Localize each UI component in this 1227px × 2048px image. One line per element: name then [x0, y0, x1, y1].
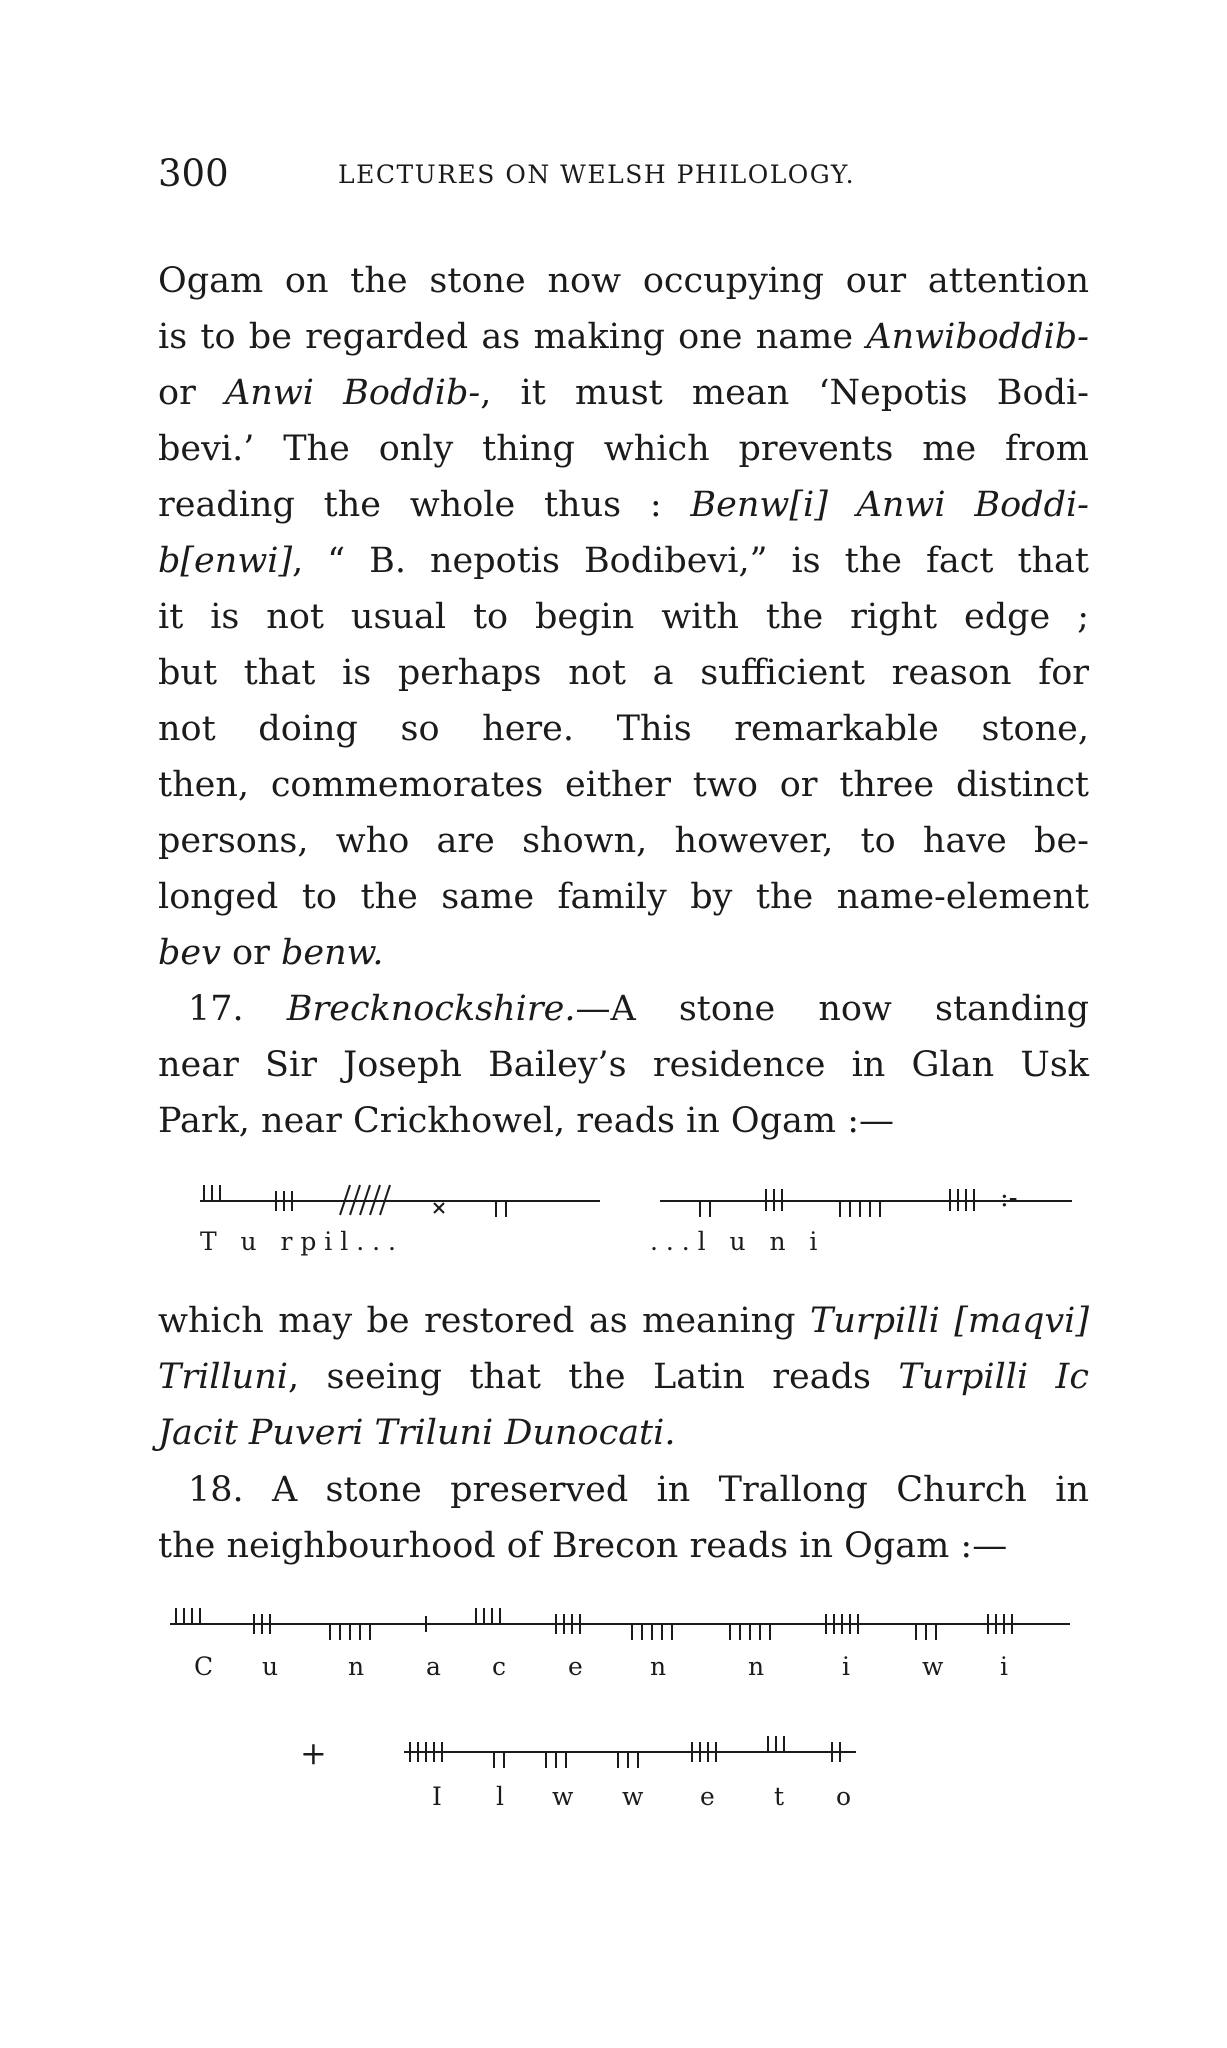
text-line: reading the whole thus : Benw[i] Anwi Boddi-: [158, 485, 1089, 525]
text-line: not doing so here. This remarkable stone,: [158, 709, 1089, 749]
paragraph-ogam-discussion: [158, 253, 1089, 981]
text-line: but that is perhaps not a sufficient reason for: [158, 653, 1089, 693]
text-line: then, commemorates either two or three distinct: [158, 765, 1089, 805]
ogam-transliteration-right: . . . l u n i: [650, 1227, 818, 1256]
running-title: LECTURES ON WELSH PHILOLOGY.: [338, 160, 856, 189]
ogam-letter: w: [922, 1652, 944, 1681]
ogam-letter: n: [748, 1652, 765, 1681]
ogam-letter: i: [1000, 1652, 1008, 1681]
ogam-inscription-glan-usk: [200, 1175, 1090, 1265]
ogam-letter: a: [426, 1652, 441, 1681]
text-line: 17. Brecknockshire.—A stone now standing: [188, 989, 1089, 1029]
text-line: bevi.’ The only thing which prevents me from: [158, 429, 1089, 469]
ogam-letter: i: [842, 1652, 850, 1681]
page-header: [158, 152, 1089, 200]
ogam-letter: e: [568, 1652, 583, 1681]
text-line: Jacit Puveri Triluni Dunocati.: [158, 1413, 676, 1453]
ogam-letter: u: [262, 1652, 279, 1681]
text-line: Park, near Crickhowel, reads in Ogam :—: [158, 1101, 894, 1141]
text-line: b[enwi], “ B. nepotis Bodibevi,” is the fact that: [158, 541, 1089, 581]
text-line: which may be restored as meaning Turpilli [maqvi]: [158, 1301, 1089, 1341]
text-line: it is not usual to begin with the right edge ;: [158, 597, 1089, 637]
ogam-letter: c: [492, 1652, 507, 1681]
ogam-strokes-glan-usk: [200, 1175, 1090, 1225]
paragraph-restoration: [158, 1293, 1089, 1461]
text-line: or Anwi Boddib-, it must mean ‘Nepotis Bodi-: [158, 373, 1089, 413]
ogam-letter: I: [432, 1782, 442, 1811]
ogam-letter: n: [348, 1652, 365, 1681]
ogam-letter: t: [774, 1782, 785, 1811]
text-line: Ogam on the stone now occupying our attention: [158, 261, 1089, 301]
ogam-letter: n: [650, 1652, 667, 1681]
ogam-strokes-illwweto: [300, 1728, 880, 1778]
ogam-inscription-cunacenniwi: [170, 1600, 1090, 1690]
text-line: longed to the same family by the name-element: [158, 877, 1089, 917]
text-line: Trilluni, seeing that the Latin reads Turpilli Ic: [158, 1357, 1089, 1397]
ogam-trailing-mark: :-: [1000, 1183, 1018, 1213]
ogam-letter: o: [836, 1782, 852, 1811]
ogam-transliteration-left: T u r p i l . . .: [200, 1227, 396, 1256]
paragraph-trallong: [158, 1462, 1089, 1574]
text-line: 18. A stone preserved in Trallong Church in: [188, 1470, 1089, 1510]
text-line: the neighbourhood of Brecon reads in Ogam :—: [158, 1526, 1008, 1566]
paragraph-brecknockshire: [158, 981, 1089, 1149]
ogam-letter: w: [552, 1782, 574, 1811]
ogam-inscription-illwweto: [300, 1728, 880, 1818]
ogam-letter: w: [622, 1782, 644, 1811]
ogam-letter: l: [496, 1782, 504, 1811]
ogam-strokes-cunacenniwi: [170, 1600, 1090, 1650]
text-line: near Sir Joseph Bailey’s residence in Glan Usk: [158, 1045, 1089, 1085]
page-number: 300: [158, 152, 229, 195]
cross-mark: +: [300, 1734, 327, 1772]
ogam-letter: C: [194, 1652, 214, 1681]
text-line: is to be regarded as making one name Anwiboddib-: [158, 317, 1089, 357]
text-line: persons, who are shown, however, to have be-: [158, 821, 1089, 861]
ogam-letter: e: [700, 1782, 715, 1811]
text-line: bev or benw.: [158, 933, 384, 973]
